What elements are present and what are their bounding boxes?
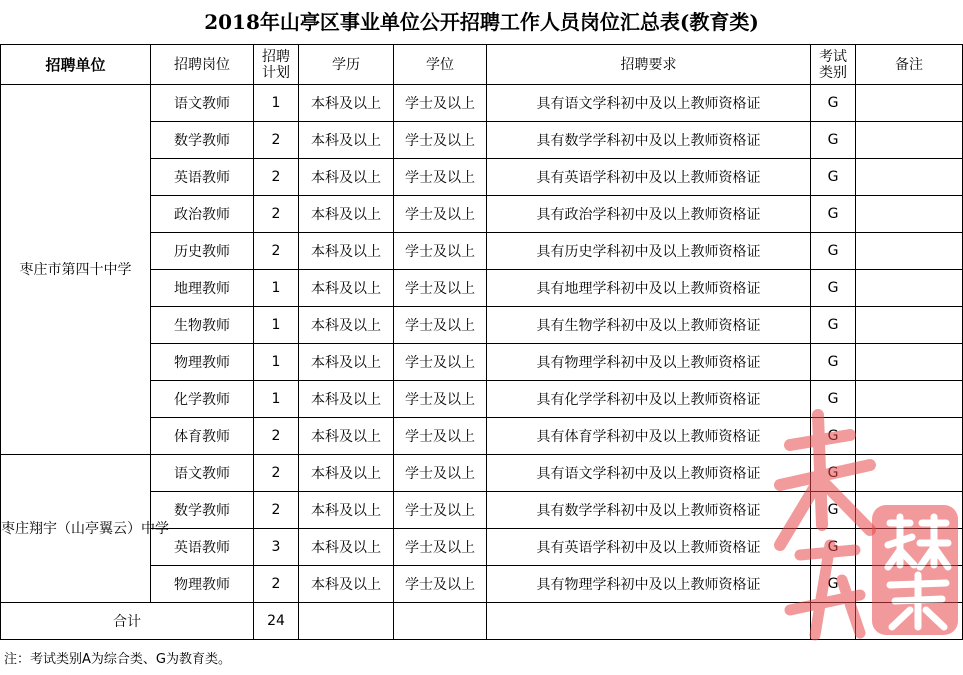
cell-education: 本科及以上	[299, 492, 394, 529]
total-empty-requirement	[487, 603, 811, 640]
cell-requirement: 具有英语学科初中及以上教师资格证	[487, 529, 811, 566]
cell-education: 本科及以上	[299, 344, 394, 381]
header-post: 招聘岗位	[151, 45, 254, 85]
total-empty-degree	[394, 603, 487, 640]
cell-category: G	[811, 566, 856, 603]
cell-remark	[856, 455, 963, 492]
cell-degree: 学士及以上	[394, 566, 487, 603]
cell-post: 数学教师	[151, 492, 254, 529]
cell-category: G	[811, 529, 856, 566]
cell-remark	[856, 381, 963, 418]
cell-unit: 枣庄市第四十中学	[1, 85, 151, 455]
cell-degree: 学士及以上	[394, 381, 487, 418]
cell-plan: 2	[254, 455, 299, 492]
cell-requirement: 具有政治学科初中及以上教师资格证	[487, 196, 811, 233]
cell-plan: 2	[254, 122, 299, 159]
cell-requirement: 具有语文学科初中及以上教师资格证	[487, 455, 811, 492]
cell-plan: 2	[254, 159, 299, 196]
total-value: 24	[254, 603, 299, 640]
header-category-line2: 类别	[819, 64, 847, 81]
cell-remark	[856, 233, 963, 270]
cell-post: 化学教师	[151, 381, 254, 418]
cell-remark	[856, 196, 963, 233]
cell-education: 本科及以上	[299, 159, 394, 196]
cell-degree: 学士及以上	[394, 455, 487, 492]
cell-post: 语文教师	[151, 455, 254, 492]
cell-education: 本科及以上	[299, 85, 394, 122]
cell-education: 本科及以上	[299, 122, 394, 159]
cell-plan: 2	[254, 233, 299, 270]
cell-plan: 1	[254, 344, 299, 381]
cell-degree: 学士及以上	[394, 196, 487, 233]
cell-post: 数学教师	[151, 122, 254, 159]
cell-category: G	[811, 122, 856, 159]
cell-degree: 学士及以上	[394, 418, 487, 455]
cell-requirement: 具有体育学科初中及以上教师资格证	[487, 418, 811, 455]
cell-post: 物理教师	[151, 344, 254, 381]
cell-education: 本科及以上	[299, 529, 394, 566]
cell-category: G	[811, 85, 856, 122]
job-table	[0, 44, 963, 640]
cell-category: G	[811, 233, 856, 270]
cell-degree: 学士及以上	[394, 85, 487, 122]
cell-category: G	[811, 344, 856, 381]
cell-plan: 2	[254, 566, 299, 603]
cell-category: G	[811, 270, 856, 307]
cell-plan: 2	[254, 418, 299, 455]
cell-remark	[856, 529, 963, 566]
cell-remark	[856, 270, 963, 307]
cell-category: G	[811, 455, 856, 492]
cell-degree: 学士及以上	[394, 492, 487, 529]
cell-requirement: 具有地理学科初中及以上教师资格证	[487, 270, 811, 307]
cell-education: 本科及以上	[299, 196, 394, 233]
cell-post: 生物教师	[151, 307, 254, 344]
header-category	[811, 45, 856, 85]
cell-remark	[856, 122, 963, 159]
header-remark: 备注	[856, 45, 963, 85]
header-requirement: 招聘要求	[487, 45, 811, 85]
total-empty-remark	[856, 603, 963, 640]
cell-remark	[856, 566, 963, 603]
cell-post: 英语教师	[151, 159, 254, 196]
cell-degree: 学士及以上	[394, 122, 487, 159]
cell-education: 本科及以上	[299, 566, 394, 603]
header-education: 学历	[299, 45, 394, 85]
cell-education: 本科及以上	[299, 270, 394, 307]
cell-education: 本科及以上	[299, 455, 394, 492]
cell-plan: 1	[254, 270, 299, 307]
table-header-row	[1, 45, 963, 85]
cell-education: 本科及以上	[299, 307, 394, 344]
page-title: 2018年山亭区事业单位公开招聘工作人员岗位汇总表(教育类)	[204, 10, 759, 34]
cell-category: G	[811, 418, 856, 455]
cell-unit: 枣庄翔宇（山亭翼云）中学	[1, 455, 151, 603]
header-unit: 招聘单位	[1, 45, 151, 85]
total-label: 合计	[1, 603, 254, 640]
total-empty-education	[299, 603, 394, 640]
cell-post: 政治教师	[151, 196, 254, 233]
cell-requirement: 具有历史学科初中及以上教师资格证	[487, 233, 811, 270]
cell-remark	[856, 159, 963, 196]
header-plan-line2: 计划	[262, 64, 290, 81]
cell-post: 物理教师	[151, 566, 254, 603]
cell-post: 体育教师	[151, 418, 254, 455]
cell-requirement: 具有物理学科初中及以上教师资格证	[487, 344, 811, 381]
cell-degree: 学士及以上	[394, 529, 487, 566]
cell-degree: 学士及以上	[394, 270, 487, 307]
cell-degree: 学士及以上	[394, 307, 487, 344]
cell-plan: 1	[254, 381, 299, 418]
cell-requirement: 具有语文学科初中及以上教师资格证	[487, 85, 811, 122]
cell-requirement: 具有物理学科初中及以上教师资格证	[487, 566, 811, 603]
cell-post: 英语教师	[151, 529, 254, 566]
cell-category: G	[811, 307, 856, 344]
cell-category: G	[811, 381, 856, 418]
cell-requirement: 具有英语学科初中及以上教师资格证	[487, 159, 811, 196]
cell-plan: 2	[254, 196, 299, 233]
cell-plan: 3	[254, 529, 299, 566]
cell-degree: 学士及以上	[394, 344, 487, 381]
table-row	[1, 455, 963, 492]
header-degree: 学位	[394, 45, 487, 85]
cell-requirement: 具有数学学科初中及以上教师资格证	[487, 122, 811, 159]
header-category-line1: 考试	[819, 48, 847, 65]
cell-education: 本科及以上	[299, 233, 394, 270]
cell-remark	[856, 307, 963, 344]
cell-requirement: 具有数学学科初中及以上教师资格证	[487, 492, 811, 529]
table-row	[1, 85, 963, 122]
cell-plan: 1	[254, 85, 299, 122]
cell-post: 语文教师	[151, 85, 254, 122]
cell-remark	[856, 418, 963, 455]
cell-remark	[856, 344, 963, 381]
cell-remark	[856, 492, 963, 529]
footnote: 注：考试类别A为综合类、G为教育类。	[4, 652, 231, 667]
cell-degree: 学士及以上	[394, 233, 487, 270]
total-empty-category	[811, 603, 856, 640]
cell-education: 本科及以上	[299, 418, 394, 455]
cell-remark	[856, 85, 963, 122]
header-plan	[254, 45, 299, 85]
cell-plan: 2	[254, 492, 299, 529]
cell-post: 地理教师	[151, 270, 254, 307]
cell-category: G	[811, 196, 856, 233]
cell-degree: 学士及以上	[394, 159, 487, 196]
cell-plan: 1	[254, 307, 299, 344]
cell-education: 本科及以上	[299, 381, 394, 418]
cell-post: 历史教师	[151, 233, 254, 270]
cell-requirement: 具有化学学科初中及以上教师资格证	[487, 381, 811, 418]
cell-requirement: 具有生物学科初中及以上教师资格证	[487, 307, 811, 344]
cell-category: G	[811, 492, 856, 529]
total-row	[1, 603, 963, 640]
cell-category: G	[811, 159, 856, 196]
header-plan-line1: 招聘	[262, 48, 290, 65]
